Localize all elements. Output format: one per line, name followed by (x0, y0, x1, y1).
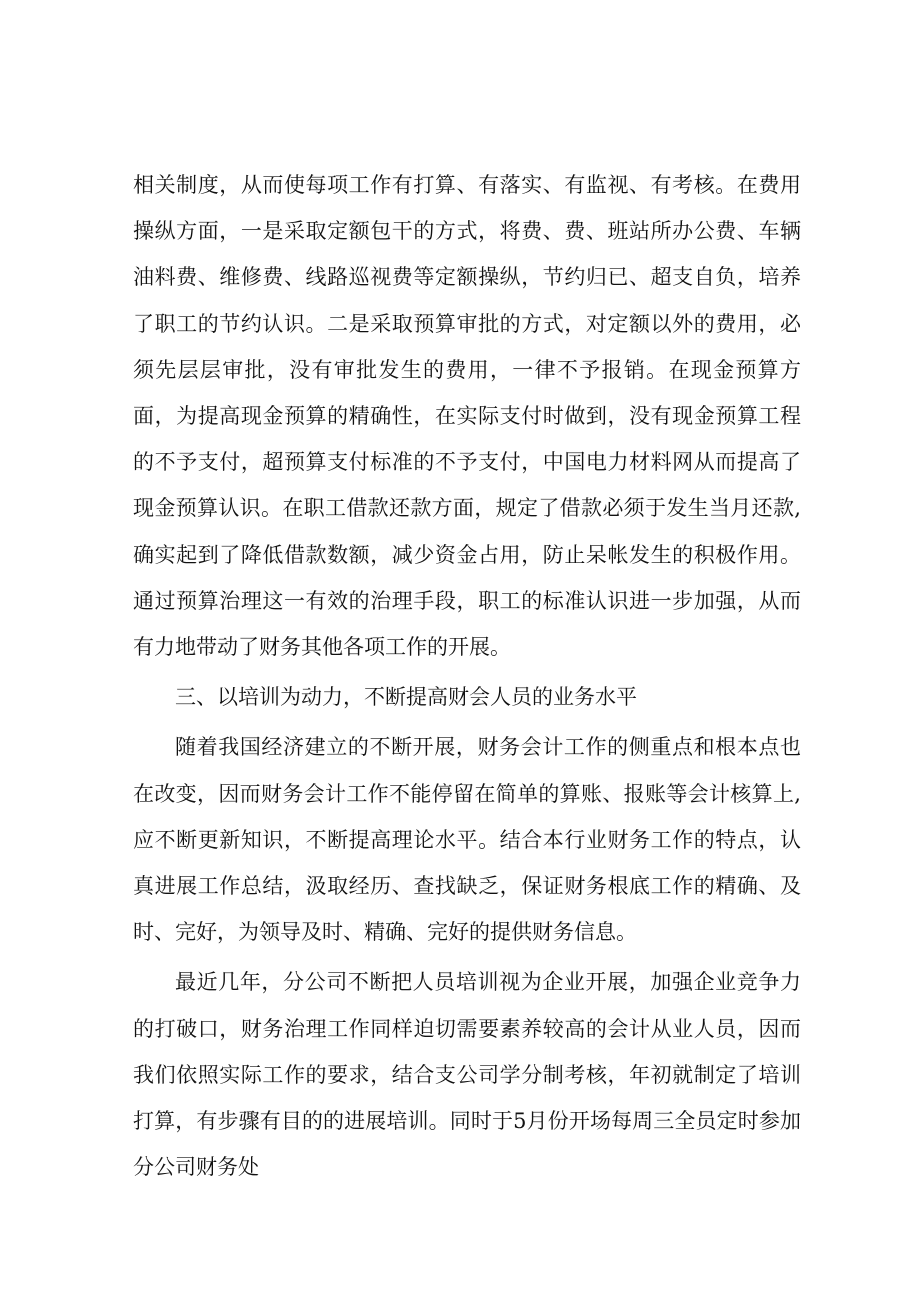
paragraph-staff-training: 最近几年，分公司不断把人员培训视为企业开展，加强企业竞争力的打破口，财务治理工作同样迫切需要素养较高的会计从业人员，因而我们依照实际工作的要求，结合支公司学分制考核，年初就制定了培训打算，有步骤有目的的进展培训。同时于5月份开场每周三全员定时参加分公司财务处 (133, 970, 801, 1180)
paragraph-cost-control: 相关制度，从而使每项工作有打算、有落实、有监视、有考核。在费用操纵方面，一是采取定额包干的方式，将费、费、班站所办公费、车辆油料费、维修费、线路巡视费等定额操纵，节约归已、超支自负，培养了职工的节约认识。二是采取预算审批的方式，对定额以外的费用，必须先层层审批，没有审批发生的费用，一律不予报销。在现金预算方面，为提高现金预算的精确性，在实际支付时做到，没有现金预算工程的不予支付，超预算支付标准的不予支付，中国电力材料网从而提高了现金预算认识。在职工借款还款方面，规定了借款必须于发生当月还款,确实起到了降低借款数额，减少资金占用，防止呆帐发生的积极作用。通过预算治理这一有效的治理手段，职工的标准认识进一步加强，从而有力地带动了财务其他各项工作的开展。 (133, 173, 801, 660)
document-body (133, 162, 801, 1190)
section-heading-training: 三、以培训为动力，不断提高财会人员的业务水平 (175, 685, 637, 710)
paragraph-accounting-change: 随着我国经济建立的不断开展，财务会计工作的侧重点和根本点也在改变，因而财务会计工作不能停留在简单的算账、报账等会计核算上,应不断更新知识，不断提高理论水平。结合本行业财务工作的特点，认真进展工作总结，汲取经历、查找缺乏，保证财务根底工作的精确、及时、完好，为领导及时、精确、完好的提供财务信息。 (133, 735, 801, 945)
